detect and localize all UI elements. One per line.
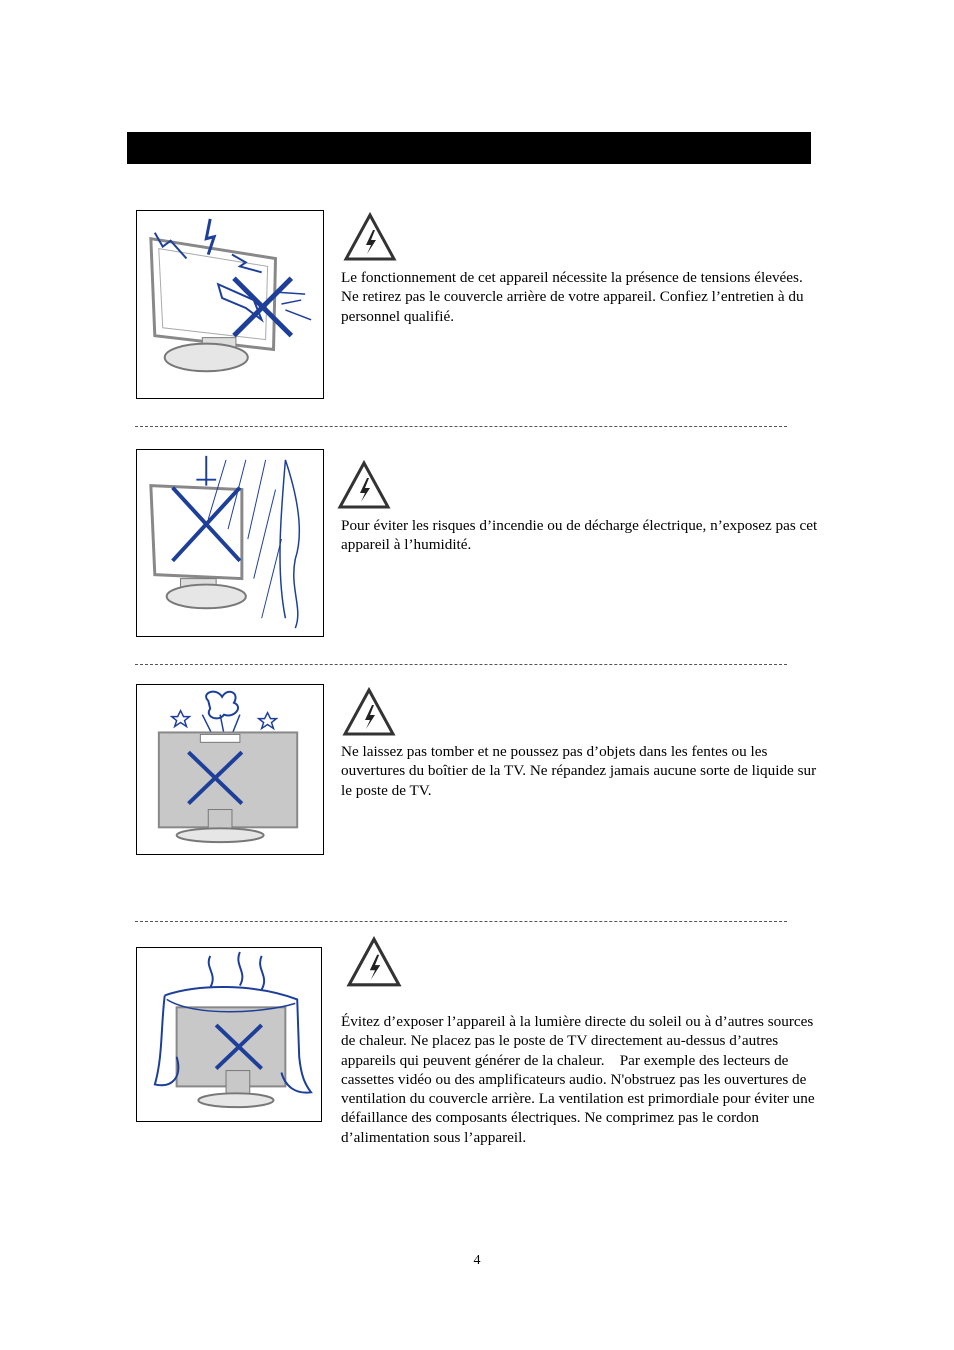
section-divider bbox=[135, 664, 787, 665]
warning-1-text: Le fonctionnement de cet appareil nécessite la présence de tensions élevées. Ne retirez pas le couvercle arrière de votre appareil. Confiez l’entretien à du personnel qualifié. bbox=[341, 269, 804, 325]
warning-3-text: Ne laissez pas tomber et ne poussez pas d’objets dans les fentes ou les ouvertures du boîtier de la TV. Ne répandez jamais aucune sorte de liquide sur le poste de TV. bbox=[341, 743, 817, 799]
section-divider bbox=[135, 426, 787, 427]
warning-2-text: Pour éviter les risques d’incendie ou de décharge électrique, n’exposez pas cet appareil à l’humidité. bbox=[341, 517, 818, 554]
tv-objects-liquid-illustration bbox=[136, 684, 324, 855]
page-number: 4 bbox=[473, 1253, 481, 1268]
high-voltage-warning-icon bbox=[341, 687, 397, 737]
warning-4-text: Évitez d’exposer l’appareil à la lumière directe du soleil ou à d’autres sources de chaleur. Ne placez pas le poste de TV directement au-dessus d’autres appareils qui peuvent générer de la chaleur. Par exemple des lecteurs de cassettes vidéo ou des amplificateurs audio. N'obstruez pas les ouvertures de ventilation du couvercle arrière. La ventilation est primordiale pour éviter une défaillance des composants électriques. Ne comprimez pas le cordon d’alimentation sous l’appareil. bbox=[341, 1013, 819, 1146]
section-header-bar bbox=[127, 132, 811, 164]
high-voltage-warning-icon bbox=[343, 212, 397, 262]
high-voltage-warning-icon bbox=[346, 936, 402, 988]
tv-moisture-illustration bbox=[136, 449, 324, 637]
high-voltage-warning-icon bbox=[336, 460, 392, 510]
section-divider bbox=[135, 921, 787, 922]
tv-covered-heat-illustration bbox=[136, 947, 322, 1122]
tv-open-back-cover-illustration bbox=[136, 210, 324, 399]
